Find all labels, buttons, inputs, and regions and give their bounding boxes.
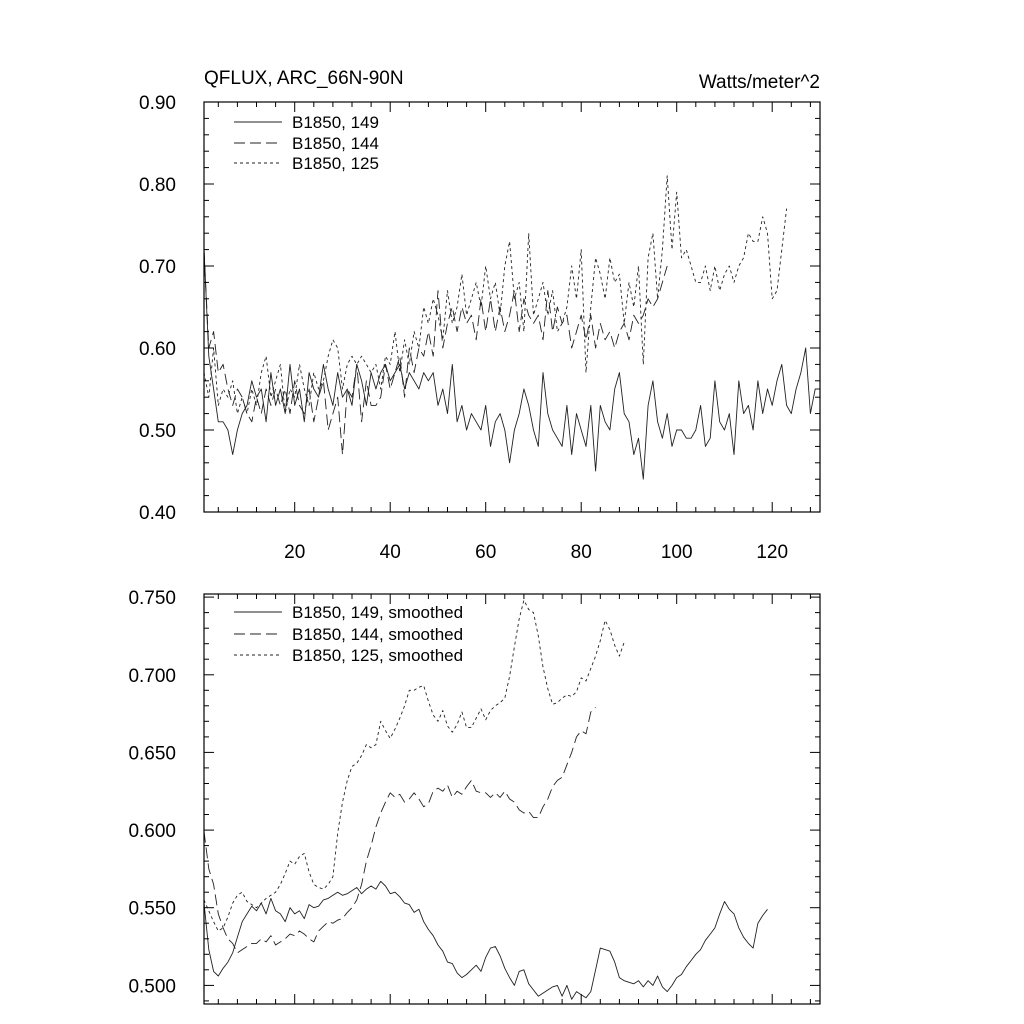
x-tick-label: 40 [379,542,401,563]
legend-label-149: B1850, 149 [292,113,379,132]
y-tick-label: 0.750 [128,588,176,610]
y-tick-label: 0.60 [139,339,176,360]
y-axis-tick-labels [139,93,176,524]
series-line-1 [204,250,667,455]
x-tick-label: 20 [284,542,306,563]
panel-raw [139,68,820,563]
legend-label-125: B1850, 125 [292,154,379,173]
y-tick-label: 0.550 [128,898,176,920]
legend-label-144-smoothed: B1850, 144, smoothed [292,625,464,644]
x-axis-tick-labels [284,542,788,563]
legend [234,603,463,665]
chart-title-units: Watts/meter^2 [698,72,820,93]
y-tick-label: 0.70 [139,257,176,278]
series-line-1 [204,707,596,952]
legend-label-144: B1850, 144 [292,134,379,153]
y-axis-tick-labels [128,588,176,997]
x-tick-label: 60 [475,542,497,563]
y-tick-label: 0.40 [139,503,176,524]
y-tick-label: 0.80 [139,175,176,196]
legend [234,113,379,173]
panel-smoothed [128,588,820,1004]
legend-label-125-smoothed: B1850, 125, smoothed [292,646,464,665]
series-group [204,176,820,479]
y-tick-label: 0.600 [128,821,176,843]
x-tick-label: 100 [660,542,693,563]
series-line-0 [204,881,768,999]
y-tick-label: 0.700 [128,665,176,687]
y-tick-label: 0.50 [139,421,176,442]
y-tick-label: 0.90 [139,93,176,114]
y-tick-label: 0.500 [128,976,176,998]
legend-label-149-smoothed: B1850, 149, smoothed [292,603,464,622]
y-tick-label: 0.650 [128,743,176,765]
x-tick-label: 120 [756,542,789,563]
chart-title-left: QFLUX, ARC_66N-90N [204,68,404,89]
x-tick-label: 80 [570,542,592,563]
series-group [204,600,768,999]
series-line-0 [204,250,820,480]
